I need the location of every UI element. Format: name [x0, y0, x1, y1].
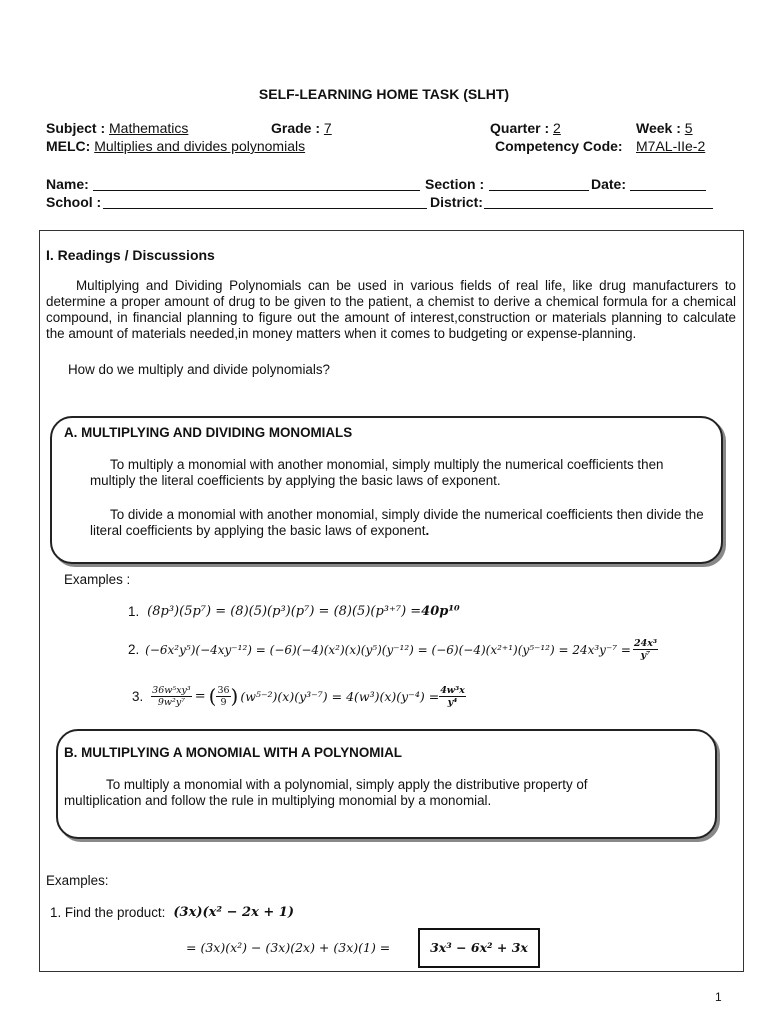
examples-a-label: Examples : [64, 572, 131, 587]
example-a-3-number: 3. [132, 688, 144, 704]
example-b-1-answer: 3x³ − 6x² + 3x [430, 940, 528, 955]
competency-field [495, 138, 623, 154]
melc-value: Multiplies and divides polynomials [94, 138, 306, 154]
rule-divide-text: To divide a monomial with another monomial, simply divide the numerical coefficients then divide the literal coefficients by applying the basic laws of exponent [90, 507, 704, 538]
example-a-2-answer-denominator: y⁷ [640, 650, 651, 661]
example-a-1-number: 1. [128, 604, 140, 619]
date-blank[interactable] [630, 190, 706, 191]
example-a-2 [128, 638, 658, 661]
section-a-rule-multiply: To multiply a monomial with another monomial, simply multiply the numerical coefficients then multiply the literal coefficients by applying the basic laws of exponent. [90, 457, 664, 488]
quarter-label: Quarter : [490, 120, 550, 136]
example-a-3 [132, 684, 466, 708]
readings-heading: I. Readings / Discussions [46, 247, 215, 263]
example-a-3-answer [439, 685, 466, 708]
example-a-3-answer-numerator: 4w³x [440, 684, 465, 696]
name-label: Name: [46, 176, 89, 192]
paren-close: ) [230, 684, 239, 708]
competency-value: M7AL-IIe-2 [636, 138, 706, 154]
section-a-title: A. MULTIPLYING AND DIVIDING MONOMIALS [64, 425, 353, 440]
subject-field [46, 120, 227, 136]
grade-label: Grade : [271, 120, 321, 136]
example-a-3-answer-denominator: y⁴ [447, 696, 458, 708]
school-blank[interactable] [103, 208, 427, 209]
week-label: Week : [636, 120, 681, 136]
quarter-value: 2 [553, 120, 561, 136]
example-a-3-coefficient [216, 685, 230, 708]
example-a-3-expression: (w⁵⁻²)(x)(y³⁻⁷) = 4(w³)(x)(y⁻⁴) = [240, 688, 440, 704]
page-title: SELF-LEARNING HOME TASK (SLHT) [258, 86, 510, 102]
page-number: 1 [715, 990, 722, 1004]
week-field [636, 120, 693, 136]
section-label: Section : [425, 176, 485, 192]
example-a-2-number: 2. [128, 642, 140, 657]
section-blank[interactable] [489, 190, 589, 191]
example-b-1-expression: (3x)(x² − 2x + 1) [173, 905, 294, 920]
example-a-3-fraction-numerator: 36w⁵xy³ [152, 684, 191, 696]
example-b-1 [50, 905, 294, 920]
district-label: District: [430, 194, 483, 210]
equals-sign: = [194, 688, 206, 704]
subject-value: Mathematics [109, 120, 189, 136]
week-value: 5 [684, 120, 693, 136]
section-b-rule: To multiply a monomial with a polynomial, simply apply the distributive property of multiplication and follow the rule in multiplying monomial by a monomial. [64, 777, 588, 808]
example-a-1-answer: 40p¹⁰ [421, 604, 460, 619]
example-a-1-expression: (8p³)(5p⁷) = (8)(5)(p³)(p⁷) = (8)(5)(p³⁺⁷) = [147, 604, 422, 619]
district-blank[interactable] [484, 208, 713, 209]
paren-open: ( [208, 684, 217, 708]
example-a-3-coefficient-numerator: 36 [217, 684, 230, 696]
competency-label: Competency Code: [495, 138, 623, 154]
section-a-rule-divide [90, 507, 710, 539]
melc-field [46, 138, 305, 154]
example-a-3-fraction [151, 685, 192, 708]
name-blank[interactable] [93, 190, 420, 191]
school-label: School : [46, 194, 102, 210]
grade-value: 7 [323, 120, 332, 136]
date-label: Date: [591, 176, 627, 192]
example-a-1 [128, 604, 460, 619]
rule-divide-period: . [425, 523, 430, 538]
example-a-2-answer-numerator: 24x³ [633, 638, 658, 649]
section-b-title: B. MULTIPLYING A MONOMIAL WITH A POLYNOMIAL [64, 745, 402, 760]
example-a-2-answer [633, 638, 658, 661]
example-a-3-coefficient-denominator: 9 [220, 696, 227, 708]
readings-question: How do we multiply and divide polynomials? [68, 362, 330, 377]
example-b-1-label: 1. Find the product: [50, 905, 166, 920]
example-a-2-expression: (−6x²y⁵)(−4xy⁻¹²) = (−6)(−4)(x²)(x)(y⁵)(y⁻¹²) = (−6)(−4)(x²⁺¹)(y⁵⁻¹²) = 24x³y⁻⁷ = [145, 642, 631, 657]
example-a-3-fraction-denominator: 9w²y⁷ [157, 696, 186, 708]
example-b-1-step: = (3x)(x²) − (3x)(2x) + (3x)(1) = [186, 940, 391, 955]
readings-paragraph: Multiplying and Dividing Polynomials can be used in various fields of real life, like drug manufacturers to determine a proper amount of drug to be given to the patient, a chemist to derive a chemical formula for a chemical compound, in financial planning to figure out the amount of interest,construction or materials planning to calculate the amount of materials needed,in money matters when it comes to budgeting or expense-planning. [46, 278, 736, 341]
melc-label: MELC: [46, 138, 91, 154]
quarter-field [490, 120, 561, 136]
grade-field [271, 120, 332, 136]
subject-label: Subject : [46, 120, 106, 136]
examples-b-label: Examples: [46, 873, 109, 888]
